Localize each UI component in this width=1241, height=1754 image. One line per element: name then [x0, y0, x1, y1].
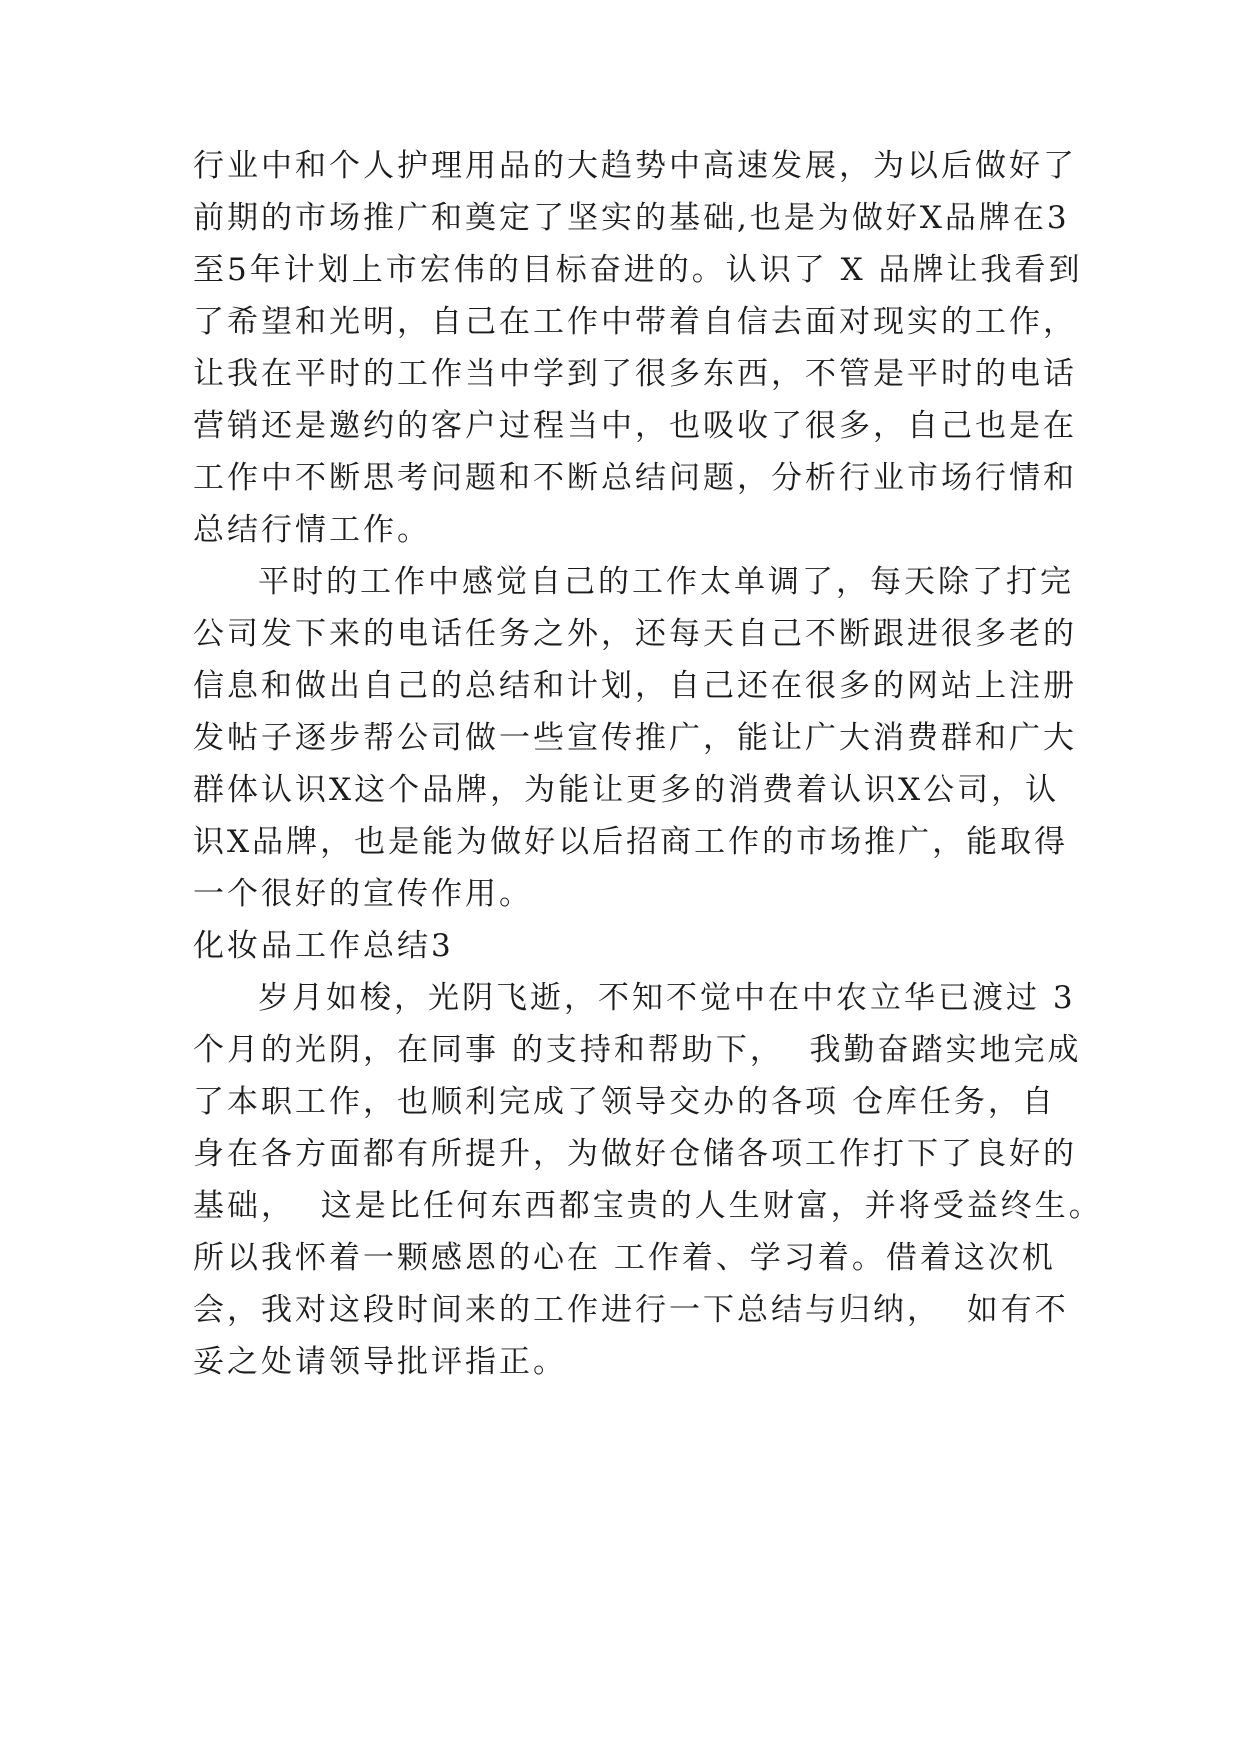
- text-line: 会，我对这段时间来的工作进行一下总结与归纳， 如有不: [193, 1292, 1069, 1328]
- text-line: 行业中和个人护理用品的大趋势中高速发展，为以后做好了: [193, 148, 1077, 184]
- text-line: 至5年计划上市宏伟的目标奋进的。认识了 X 品牌让我看到: [193, 252, 1083, 288]
- text-line: 总结行情工作。: [193, 512, 431, 548]
- text-line: 身在各方面都有所提升，为做好仓储各项工作打下了良好的: [193, 1136, 1077, 1172]
- text-line: 信息和做出自己的总结和计划，自己还在很多的网站上注册: [193, 668, 1077, 704]
- text-line: 营销还是邀约的客户过程当中，也吸收了很多，自己也是在: [193, 408, 1077, 444]
- text-line: 妥之处请领导批评指正。: [193, 1344, 567, 1380]
- text-line: 公司发下来的电话任务之外，还每天自己不断跟进很多老的: [193, 616, 1077, 652]
- text-line: 基础， 这是比任何东西都宝贵的人生财富，并将受益终生。: [193, 1188, 1103, 1224]
- text-line: 所以我怀着一颗感恩的心在 工作着、学习着。借着这次机: [193, 1240, 1056, 1276]
- text-line: 平时的工作中感觉自己的工作太单调了，每天除了打完: [258, 564, 1074, 600]
- text-line: 工作中不断思考问题和不断总结问题，分析行业市场行情和: [193, 460, 1077, 496]
- text-line: 让我在平时的工作当中学到了很多东西，不管是平时的电话: [193, 356, 1077, 392]
- text-line: 群体认识X这个品牌，为能让更多的消费着认识X公司，认: [193, 772, 1060, 808]
- text-line: 了本职工作，也顺利完成了领导交办的各项 仓库任务，自: [193, 1084, 1056, 1120]
- text-line: 识X品牌，也是能为做好以后招商工作的市场推广，能取得: [193, 824, 1069, 860]
- section-heading: 化妆品工作总结3: [193, 928, 454, 964]
- text-line: 了希望和光明，自己在工作中带着自信去面对现实的工作，: [193, 304, 1077, 340]
- text-line: 发帖子逐步帮公司做一些宣传推广，能让广大消费群和广大: [193, 720, 1077, 756]
- text-line: 前期的市场推广和奠定了坚实的基础,也是为做好X品牌在3: [193, 200, 1070, 236]
- text-line: 个月的光阴，在同事 的支持和帮助下， 我勤奋踏实地完成: [193, 1032, 1082, 1068]
- text-line: 岁月如梭，光阴飞逝，不知不觉中在中农立华已渡过 3: [258, 980, 1076, 1016]
- text-line: 一个很好的宣传作用。: [193, 876, 533, 912]
